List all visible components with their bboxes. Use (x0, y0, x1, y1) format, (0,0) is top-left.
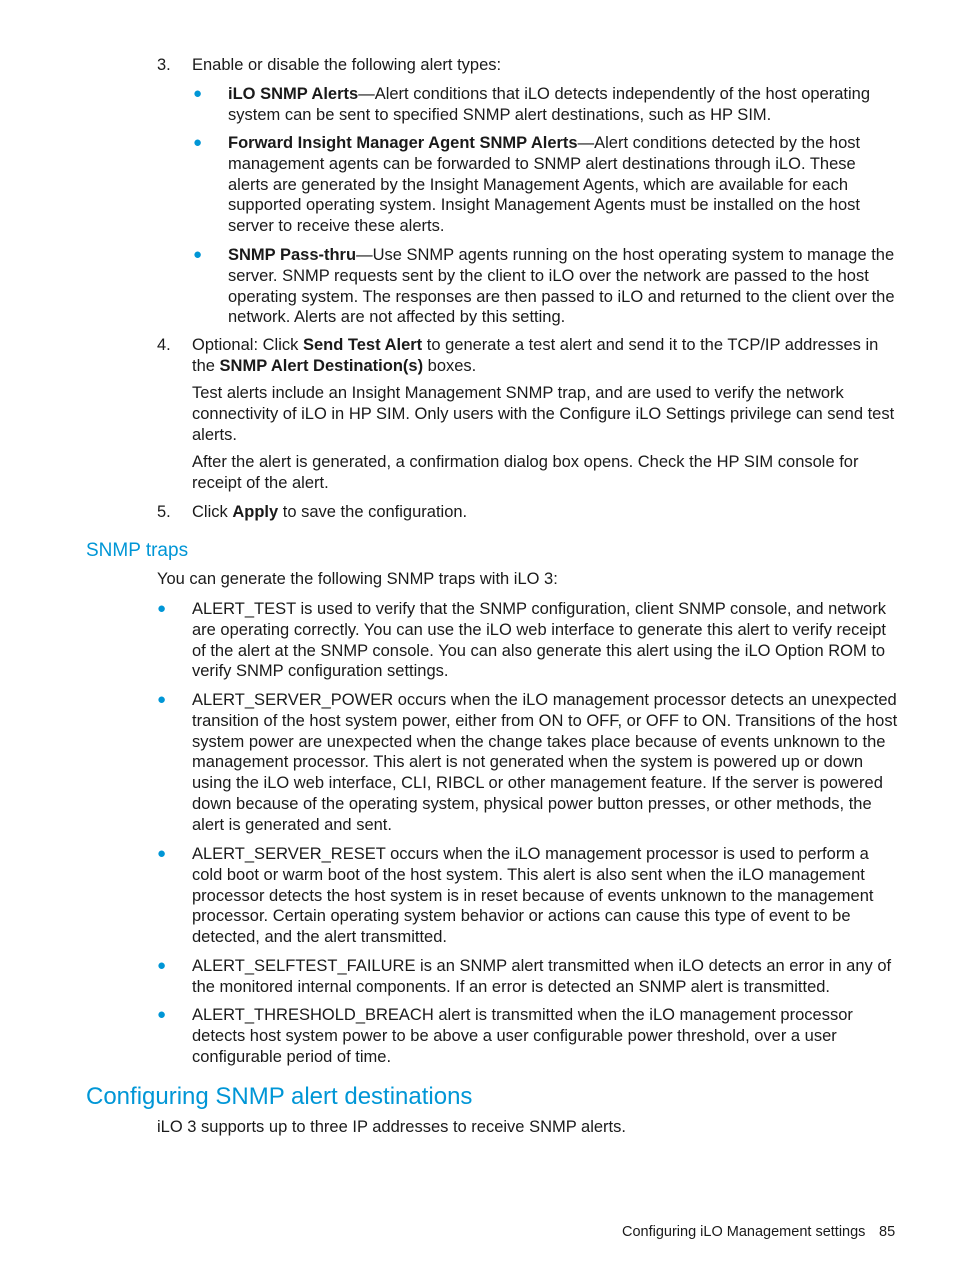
step-4-number: 4. (157, 336, 171, 354)
bullet-icon: ● (193, 134, 203, 151)
alert-type-desc: —Alert conditions that iLO detects independently of the host operating system can be sent to specified SNMP alert destinations, such as HP SIM. (228, 85, 871, 124)
alert-type-item (228, 84, 900, 126)
alert-type-title: Forward Insight Manager Agent SNMP Alerts (228, 134, 578, 152)
step-5-text: Click Apply to save the configuration. (192, 503, 468, 521)
alert-type-item (228, 245, 900, 328)
trap-item: ALERT_THRESHOLD_BREACH alert is transmitted when the iLO management processor detects host system power to be above a user configurable power threshold, over a user configurable period of time. (192, 1006, 853, 1066)
config-section-text: iLO 3 supports up to three IP addresses to receive SNMP alerts. (157, 1118, 626, 1136)
alert-type-desc: —Use SNMP agents running on the host operating system to manage the server. SNMP requests sent by the client to iLO over the network are passed to the host operating system. The responses are then passed to iLO and returned to the client over the network. Alerts are not affected by this setting. (228, 246, 895, 327)
send-test-alert-label: Send Test Alert (302, 336, 423, 354)
trap-item: ALERT_SERVER_RESET occurs when the iLO management processor is used to perform a cold boot or warm boot of the host system. This alert is also sent when the iLO management processor detects the host system is in reset because of events unknown to the management processor. Certain operating system behavior or actions can cause this type of event to be detected, and the alert transmitted. (192, 845, 874, 947)
snmp-traps-heading: SNMP traps (86, 540, 189, 561)
trap-item: ALERT_TEST is used to verify that the SNMP configuration, client SNMP console, and network are operating correctly. You can use the iLO web interface to generate this alert to verify receipt of the alert at the SNMP console. You can also generate this alert using the iLO Option ROM to verify SNMP configuration settings. (192, 600, 886, 681)
alert-type-title: iLO SNMP Alerts (228, 85, 359, 103)
trap-item: ALERT_SERVER_POWER occurs when the iLO management processor detects an unexpected transition of the host system power, either from ON to OFF, or OFF to ON. Transitions of the host system power are unexpected when the change takes place because of events unknown to the management processor. This alert is not generated when the system is powered up or down using the iLO web interface, CLI, RIBCL or other management feature. If the server is powered down because of the operating system, physical power button presses, or other methods, the alert is generated and sent. (192, 691, 898, 834)
apply-label: Apply (232, 503, 279, 521)
bullet-icon: ● (157, 957, 167, 974)
snmp-traps-intro: You can generate the following SNMP traps with iLO 3: (157, 570, 558, 588)
alert-type-item (228, 133, 888, 237)
snmp-alert-destinations-label: SNMP Alert Destination(s) (219, 356, 424, 375)
step-4-paragraph: After the alert is generated, a confirmation dialog box opens. Check the HP SIM console for receipt of the alert. (192, 453, 859, 492)
alert-type-desc: —Alert conditions detected by the host management agents can be forwarded to SNMP alert destinations through iLO. These alerts are generated by the Insight Management Agents, which are available for each supported operating system. Insight Management Agents must be installed on the host server to receive these alerts. (228, 134, 861, 236)
bullet-icon: ● (157, 1006, 167, 1023)
page-number: 85 (879, 1224, 896, 1240)
step-5-number: 5. (157, 503, 171, 521)
bullet-icon: ● (157, 600, 167, 617)
step-4-paragraph: Test alerts include an Insight Management SNMP trap, and are used to verify the network connectivity of iLO in HP SIM. Only users with the Configure iLO Settings privilege can send test alerts. (192, 384, 895, 444)
footer-section-title: Configuring iLO Management settings (622, 1224, 866, 1240)
bullet-icon: ● (193, 246, 203, 263)
step-4-text: Optional: Click Send Test Alert to generate a test alert and send it to the TCP/IP addresses in the SNMP Alert Destination(s) boxes. (192, 336, 879, 375)
bullet-icon: ● (157, 845, 167, 862)
step-3-number: 3. (157, 56, 171, 74)
step-3-text: Enable or disable the following alert types: (192, 56, 502, 74)
config-section-heading: Configuring SNMP alert destinations (86, 1083, 473, 1110)
alert-type-title: SNMP Pass-thru (228, 246, 357, 264)
bullet-icon: ● (157, 691, 167, 708)
trap-item: ALERT_SELFTEST_FAILURE is an SNMP alert transmitted when iLO detects an error in any of the monitored internal components. If an error is detected an SNMP alert is transmitted. (192, 957, 892, 996)
bullet-icon: ● (193, 85, 203, 102)
